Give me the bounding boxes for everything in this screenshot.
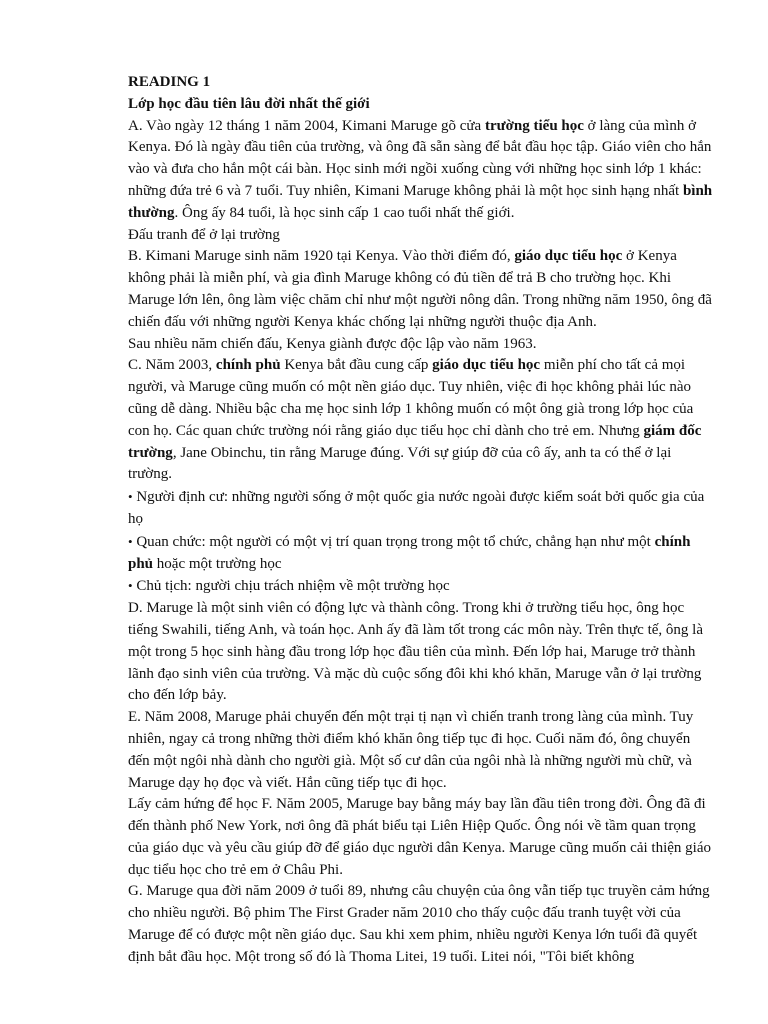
bullet-official: • Quan chức: một người có một vị trí quan trọng trong một tổ chức, chẳng hạn như một chính phủ hoặc một trường học	[128, 533, 691, 572]
paragraph-a: A. Vào ngày 12 tháng 1 năm 2004, Kimani Maruge gõ cửa trường tiểu học ở làng của mình ở Kenya. Đó là ngày đầu tiên của trường, và ông đã sẵn sàng để bắt đầu học tập. Giáo viên cho hắn vào và đưa cho hắn một cái bàn. Học sinh mới ngồi xuống cùng với những học sinh lớp 1 khác: những đứa trẻ 6 và 7 tuổi. Tuy nhiên, Kimani Maruge không phải là một học sinh hạng nhất bình thường. Ông ấy 84 tuổi, là học sinh cấp 1 cao tuổi nhất thế giới.	[128, 117, 713, 221]
bold-term: bình thường	[128, 182, 713, 221]
bold-term: giáo dục tiểu học	[432, 357, 541, 374]
paragraph-d: D. Maruge là một sinh viên có động lực và thành công. Trong khi ở trường tiểu học, ông học tiếng Swahili, tiếng Anh, và toán học. Anh ấy đã làm tốt trong các môn này. Trên thực tế, ông là một trong 5 học sinh hàng đầu trong lớp học đầu tiên của mình. Đến lớp hai, Maruge trở thành lãnh đạo sinh viên của trường. Và mặc dù cuộc sống đôi khi khó khăn, Maruge vẫn ở lại trường cho đến lớp bảy.	[128, 600, 703, 704]
bold-term: chính phủ	[128, 533, 691, 572]
bullet-settler: • Người định cư: những người sống ở một quốc gia nước ngoài được kiểm soát bởi quốc gia của họ	[128, 489, 705, 527]
paragraph-f: Lấy cảm hứng để học F. Năm 2005, Maruge bay bằng máy bay lần đầu tiên trong đời. Ông đã đi đến thành phố New York, nơi ông đã phát biểu tại Liên Hiệp Quốc. Ông nói về tầm quan trọng của giáo dục và yêu cầu giúp đỡ để giáo dục người dân Kenya. Maruge cũng muốn cải thiện giáo dục tiểu học cho trẻ em ở Châu Phi.	[128, 796, 711, 878]
bold-term: chính phủ	[215, 357, 281, 374]
paragraph-b: B. Kimani Maruge sinh năm 1920 tại Kenya. Vào thời điểm đó, giáo dục tiểu học ở Kenya không phải là miễn phí, và gia đình Maruge không có đủ tiền để trả B cho trường học. Khi Maruge lớn lên, ông làm việc chăm chỉ như một người nông dân. Trong những năm 1950, ông đã chiến đấu với những người Kenya khác chống lại những người thuộc địa Anh.	[128, 248, 712, 330]
independence-line: Sau nhiều năm chiến đấu, Kenya giành được độc lập vào năm 1963.	[128, 335, 537, 352]
bold-term: giám đốc trường	[128, 422, 702, 461]
paragraph-g: G. Maruge qua đời năm 2009 ở tuổi 89, nhưng câu chuyện của ông vẫn tiếp tục truyền cảm hứng cho nhiều người. Bộ phim The First Grader năm 2010 cho thấy cuộc đấu tranh tuyệt vời của Maruge để có được một nền giáo dục. Sau khi xem phim, nhiều người Kenya lớn tuổi đã quyết định bắt đầu học. Một trong số đó là Thoma Litei, 19 tuổi. Litei nói, "Tôi biết không	[128, 883, 710, 965]
bullet-icon: •	[128, 489, 133, 505]
document-body	[128, 72, 714, 969]
paragraph-e: E. Năm 2008, Maruge phải chuyển đến một trại tị nạn vì chiến tranh trong làng của mình. Tuy nhiên, ngay cả trong những thời điểm khó khăn ông tiếp tục đi học. Cuối năm đó, ông chuyển đến một ngôi nhà dành cho người già. Một số cư dân của ngôi nhà là những người mù chữ, và Maruge dạy họ đọc và viết. Hắn cũng tiếp tục đi học.	[128, 709, 694, 791]
bold-term: giáo dục tiểu học	[514, 248, 623, 265]
section-heading-struggle: Đấu tranh để ở lại trường	[128, 226, 280, 243]
reading-heading: READING 1	[128, 74, 211, 90]
paragraph-c: C. Năm 2003, chính phủ Kenya bắt đầu cung cấp giáo dục tiểu học miễn phí cho tất cả mọi người, và Maruge cũng muốn có một nền giáo dục. Tuy nhiên, việc đi học không phải lúc nào cũng dễ dàng. Nhiều bậc cha mẹ học sinh lớp 1 không muốn có một ông già trong lớp học của con họ. Các quan chức trường nói rằng giáo dục tiểu học chỉ dành cho trẻ em. Nhưng giám đốc trường, Jane Obinchu, tin rằng Maruge đúng. Với sự giúp đỡ của cô ấy, anh ta có thể ở lại trường.	[128, 357, 702, 483]
bold-term: trường tiểu học	[484, 117, 584, 134]
bullet-principal: • Chủ tịch: người chịu trách nhiệm về một trường học	[128, 578, 450, 595]
bullet-icon: •	[128, 578, 133, 594]
bullet-icon: •	[128, 533, 133, 549]
reading-subtitle: Lớp học đầu tiên lâu đời nhất thế giới	[128, 95, 370, 112]
